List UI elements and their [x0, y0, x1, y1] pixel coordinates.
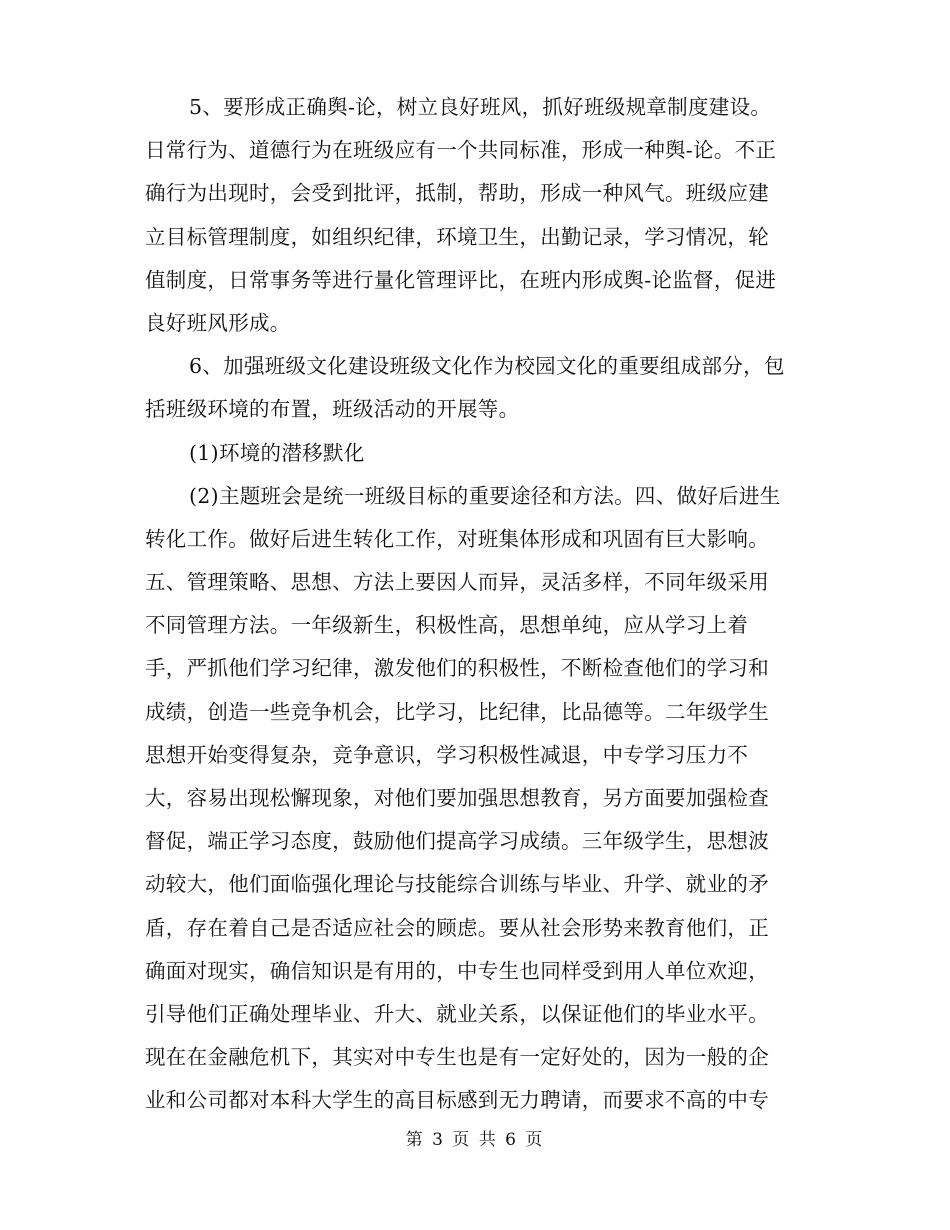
paragraph-line: 良好班风形成。 — [145, 310, 291, 335]
document-body — [145, 92, 810, 1129]
paragraph-line: 不同管理方法。一年级新生，积极性高，思想单纯，应从学习上着 — [145, 613, 749, 638]
paragraph-line: 确面对现实，确信知识是有用的，中专生也同样受到用人单位欢迎， — [145, 958, 769, 983]
paragraph-line: 五、管理策略、思想、方法上要因人而异，灵活多样，不同年级采用 — [145, 570, 769, 595]
list-item: (1)环境的潜移默化 — [189, 440, 365, 465]
page-number-footer: 第 3 页 共 6 页 — [405, 1130, 545, 1150]
paragraph-line: 现在在金融危机下，其实对中专生也是有一定好处的，因为一般的企 — [145, 1045, 769, 1070]
paragraph-line: 督促，端正学习态度，鼓励他们提高学习成绩。三年级学生，思想波 — [145, 829, 769, 854]
paragraph-line: 动较大，他们面临强化理论与技能综合训练与毕业、升学、就业的矛 — [145, 872, 769, 897]
paragraph-line: 思想开始变得复杂，竞争意识，学习积极性减退，中专学习压力不 — [145, 742, 749, 767]
paragraph-line: 立目标管理制度，如组织纪律，环境卫生，出勤记录，学习情况，轮 — [145, 224, 769, 249]
paragraph-line: 括班级环境的布置，班级活动的开展等。 — [145, 397, 520, 422]
paragraph-line: 5、要形成正确舆-论，树立良好班风，抓好班级规章制度建设。 — [189, 95, 772, 119]
paragraph-line: 手，严抓他们学习纪律，激发他们的积极性，不断检查他们的学习和 — [145, 656, 769, 681]
list-item: (2)主题班会是统一班级目标的重要途径和方法。四、做好后进生 — [189, 483, 781, 508]
paragraph-line: 日常行为、道德行为在班级应有一个共同标准，形成一种舆-论。不正 — [145, 138, 777, 163]
paragraph-line: 确行为出现时，会受到批评，抵制，帮助，形成一种风气。班级应建 — [145, 181, 769, 206]
paragraph-line: 6、加强班级文化建设班级文化作为校园文化的重要组成部分，包 — [189, 354, 785, 379]
paragraph-line: 成绩，创造一些竞争机会，比学习，比纪律，比品德等。二年级学生 — [145, 699, 769, 724]
paragraph-line: 引导他们正确处理毕业、升大、就业关系，以保证他们的毕业水平。 — [145, 1001, 769, 1026]
paragraph-line: 值制度，日常事务等进行量化管理评比，在班内形成舆-论监督，促进 — [145, 267, 777, 292]
paragraph-line: 转化工作。做好后进生转化工作，对班集体形成和巩固有巨大影响。 — [145, 526, 769, 551]
paragraph-line: 业和公司都对本科大学生的高目标感到无力聘请，而要求不高的中专 — [145, 1088, 769, 1113]
paragraph-line: 盾，存在着自己是否适应社会的顾虑。要从社会形势来教育他们，正 — [145, 915, 769, 940]
paragraph-line: 大，容易出现松懈现象，对他们要加强思想教育，另方面要加强检查 — [145, 786, 769, 810]
